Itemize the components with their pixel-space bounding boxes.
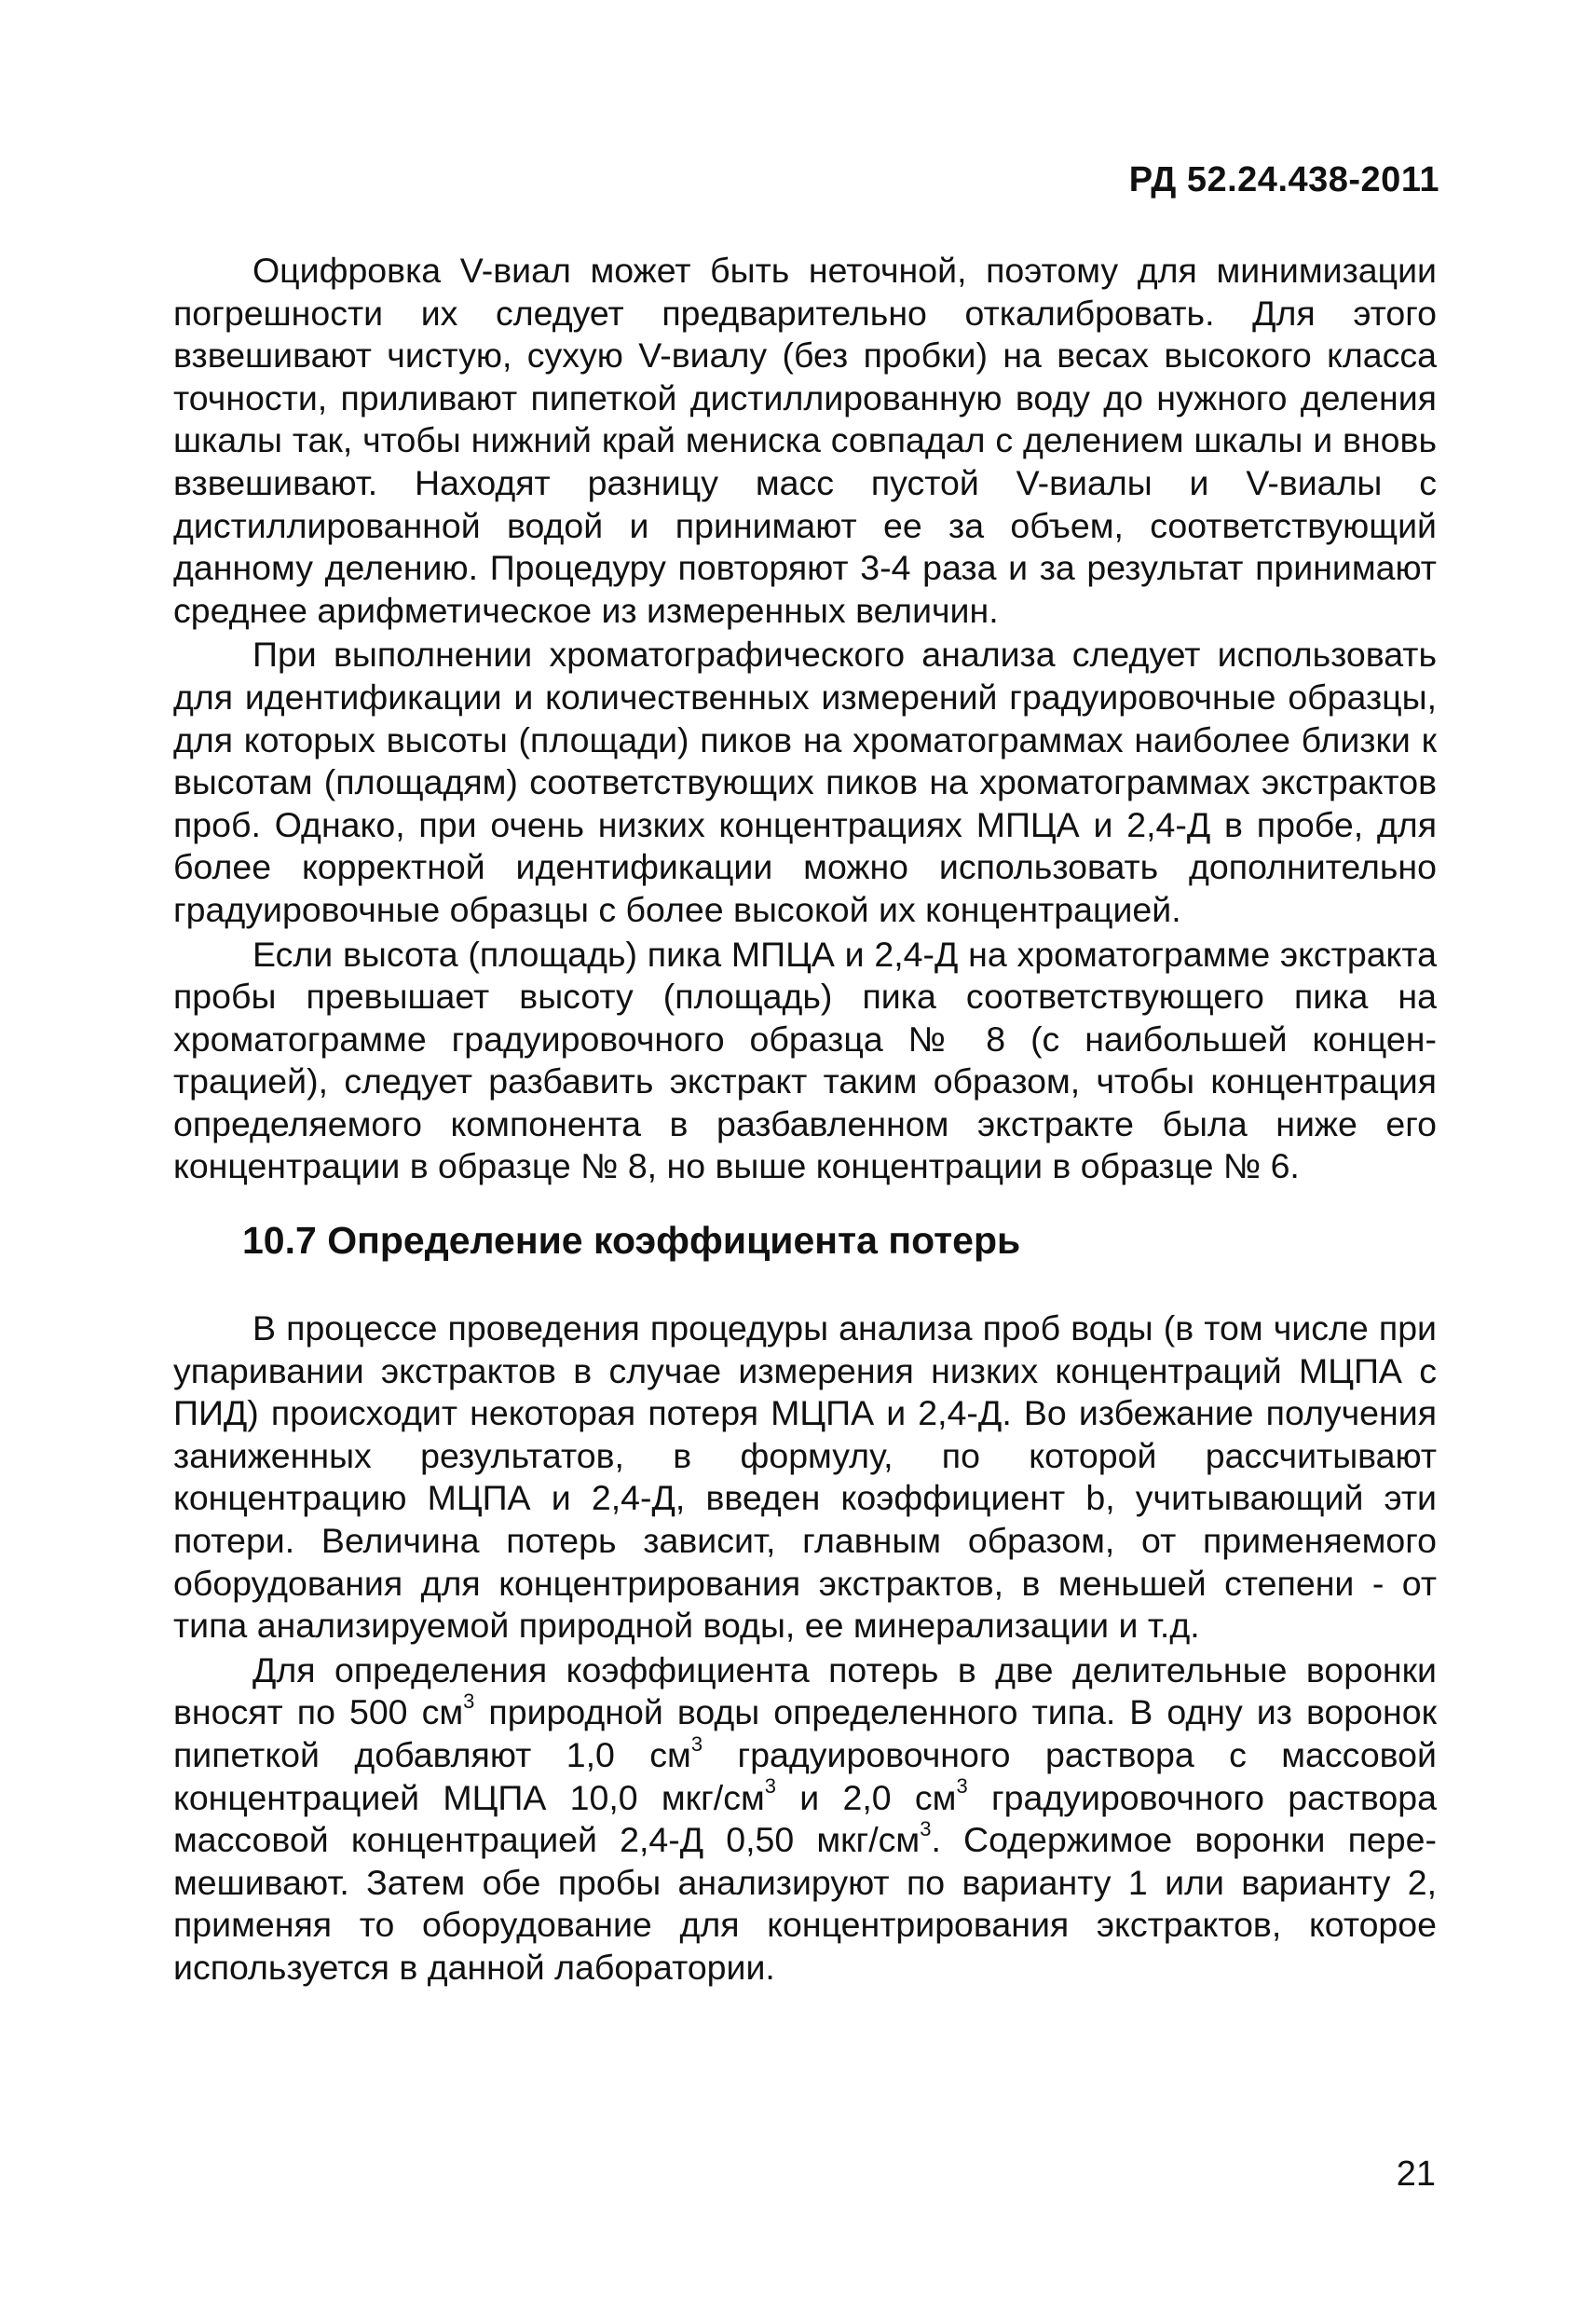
text-segment: . Содержимое воронки перемешивают. Затем обе пробы анализируют по варианту 1 или варианту 2, применяя то оборудование для концентрирования экстрактов, которое используется в данной лаборатории. [173, 1820, 1437, 1987]
superscript: 3 [463, 1689, 475, 1713]
text-segment: природной воды определенного типа. В одну из воронок пипеткой добавляют 1,0 см [173, 1692, 1437, 1774]
text-segment: и 2,0 см [775, 1777, 957, 1817]
paragraph-loss-intro: В процессе проведения процедуры анализа проб воды (в том числе при упаривании экстрактов в случае измерения низких концентраций МЦПА с ПИД) происходит некоторая потеря МЦПА и 2,4-Д. Во избежание получения заниженных результатов, в формулу, по которой рассчитывают концентрацию МЦПА и 2,4-Д, введен коэффициент b, учитывающий эти потери. Величина потерь зависит, главным образом, от применяемого оборудования для концентрирования экстрактов, в меньшей степени - от типа анализируемой природной воды, ее минерализации и т.д. [173, 1308, 1437, 1646]
page-content [173, 250, 1437, 1990]
superscript: 3 [690, 1731, 703, 1756]
paragraph-loss-procedure [173, 1649, 1437, 1990]
superscript: 3 [764, 1774, 776, 1799]
superscript: 3 [956, 1774, 968, 1799]
superscript: 3 [920, 1816, 932, 1840]
text-segment: градуировочного раствора с массовой концентрацией МЦПА 10,0 мкг/см [173, 1735, 1437, 1817]
page-number: 21 [1396, 2155, 1436, 2194]
document-code: РД 52.24.438-2011 [1128, 160, 1439, 199]
paragraph-dilution: Если высота (площадь) пика МПЦА и 2,4-Д на хроматограмме экстракта пробы превышает высоту (площадь) пика соответствующего пика на хроматограмме градуировочного образца № 8 (с наибольшей концентрацией), следует разбавить экстракт таким образом, чтобы концентрация определяемого компонента в разбавленном экстракте была ниже его концентрации в образце № 8, но выше концентрации в образце № 6. [173, 934, 1437, 1186]
paragraph-calibration: Оцифровка V-виал может быть неточной, поэтому для минимизации погрешности их следует предварительно откалибровать. Для этого взвешивают чистую, сухую V-виалу (без пробки) на весах высокого класса точности, приливают пипеткой дистиллированную воду до нужного деления шкалы так, чтобы нижний край мениска совпадал с делением шкалы и вновь взвешивают. Находят разницу масс пустой V-виалы и V-виалы с дистиллированной водой и принимают ее за объем, соответствующий данному делению. Процедуру повторяют 3-4 раза и за результат принимают среднее арифметическое из измеренных величин. [173, 251, 1437, 630]
section-heading: 10.7 Определение коэффициента потерь [242, 1219, 1021, 1263]
text-segment: Для определения коэффициента потерь в две делительные воронки вносят по 500 см [173, 1649, 1437, 1732]
text-segment: градуировочного раствора массовой концентрацией 2,4-Д 0,50 мкг/см [173, 1777, 1437, 1860]
paragraph-calibration-samples: При выполнении хроматографического анализа следует использовать для идентификации и количественных измерений градуировочные образцы, для которых высоты (площади) пиков на хроматограммах наиболее близки к высотам (площадям) соответствующих пиков на хроматограммах экстрактов проб. Однако, при очень низких концентрациях МПЦА и 2,4-Д в пробе, для более корректной идентификации можно использовать дополнительно градуировочные образцы с более высокой их концентрацией. [173, 635, 1437, 929]
